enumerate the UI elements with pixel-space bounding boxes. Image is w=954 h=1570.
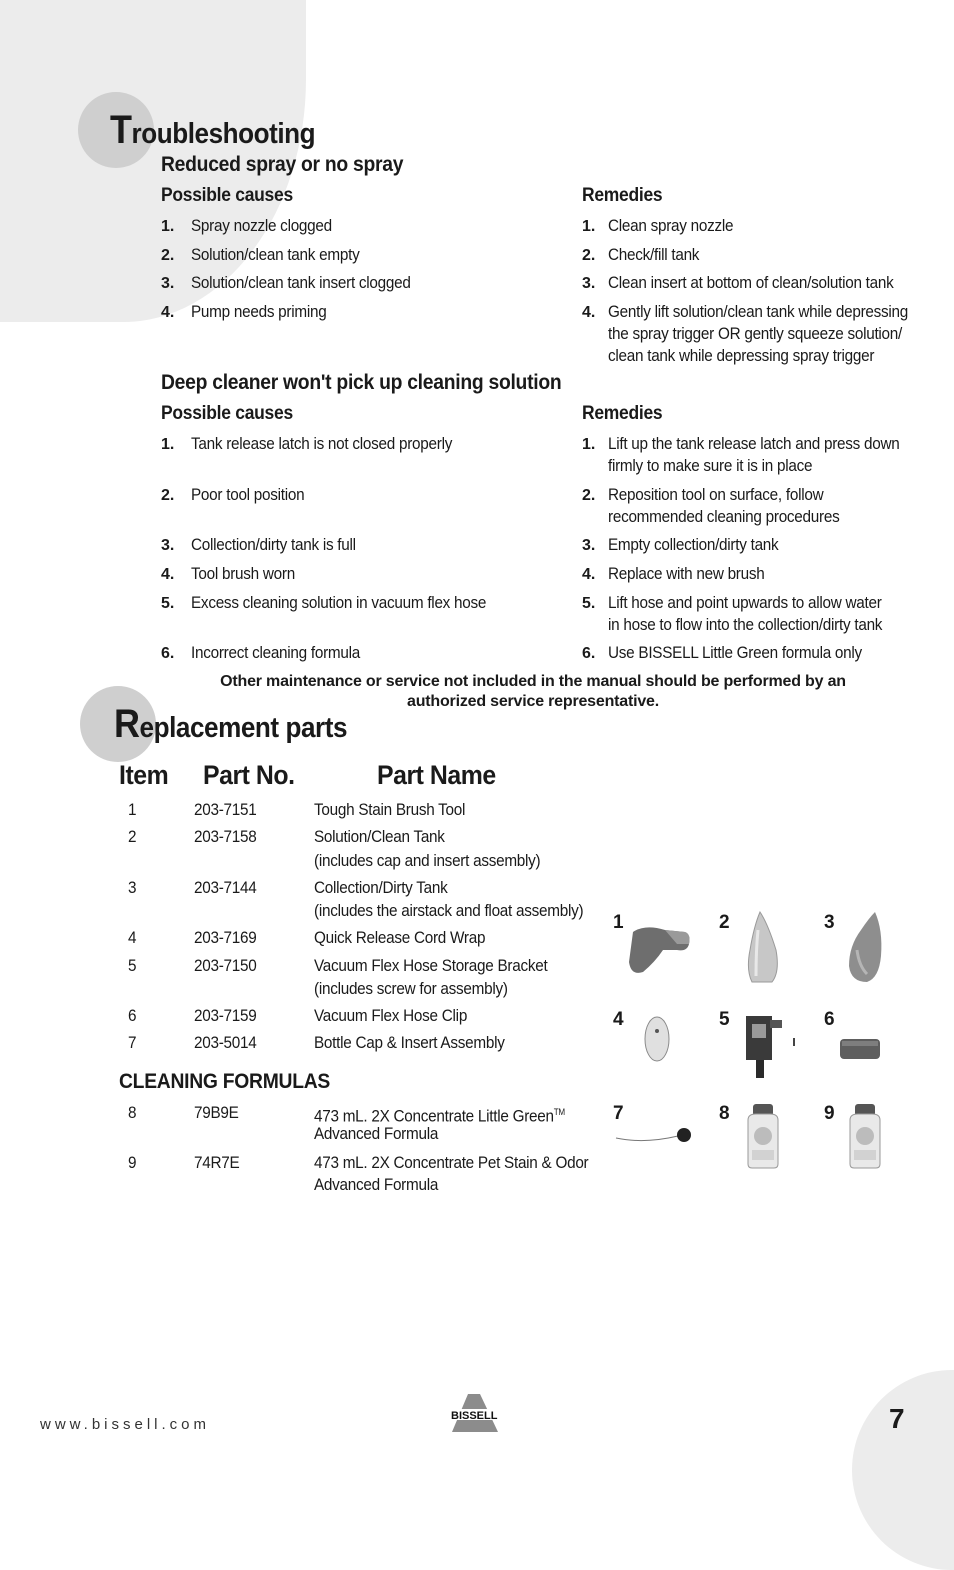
part-number: 203-7150 bbox=[194, 956, 257, 975]
part-number: 203-7169 bbox=[194, 928, 257, 947]
part-item: 6 bbox=[128, 1006, 137, 1025]
cause-number: 3. bbox=[161, 275, 175, 292]
part-name: Tough Stain Brush Tool bbox=[314, 800, 466, 819]
troubleshooting-title bbox=[110, 108, 315, 153]
title-initial: T bbox=[110, 108, 132, 152]
page-number: 7 bbox=[889, 1403, 905, 1434]
hose-clip-image bbox=[838, 1036, 882, 1062]
remedy-text: Lift up the tank release latch and press down bbox=[608, 434, 900, 453]
part-number: 203-7151 bbox=[194, 800, 257, 819]
column-header-part-no: Part No. bbox=[203, 760, 295, 790]
cause-text: Pump needs priming bbox=[191, 302, 327, 321]
cause-text: Collection/dirty tank is full bbox=[191, 535, 356, 554]
cause-text: Tool brush worn bbox=[191, 564, 295, 583]
part-name: Vacuum Flex Hose Clip bbox=[314, 1006, 468, 1025]
remedy-text: Clean spray nozzle bbox=[608, 216, 734, 235]
causes-label: Possible causes bbox=[161, 403, 293, 424]
cause-number: 2. bbox=[161, 247, 175, 264]
part-number: 203-7144 bbox=[194, 878, 257, 897]
remedies-label: Remedies bbox=[582, 403, 663, 424]
remedy-text: Clean insert at bottom of clean/solution tank bbox=[608, 273, 894, 292]
solution-tank-image bbox=[744, 910, 782, 985]
formula-name-line2: Advanced Formula bbox=[314, 1124, 439, 1143]
remedy-text: Use BISSELL Little Green formula only bbox=[608, 643, 862, 662]
cause-number: 2. bbox=[161, 487, 175, 504]
remedy-text: the spray trigger OR gently squeeze solution/ bbox=[608, 324, 903, 343]
remedy-number: 2. bbox=[582, 487, 596, 504]
cause-number: 5. bbox=[161, 595, 175, 612]
part-item: 3 bbox=[128, 878, 137, 897]
collection-tank-image bbox=[845, 910, 885, 985]
remedy-number: 4. bbox=[582, 566, 596, 583]
page-number-circle bbox=[852, 1370, 954, 1570]
cause-text: Spray nozzle clogged bbox=[191, 216, 332, 235]
cleaning-formulas-heading: CLEANING FORMULAS bbox=[119, 1070, 331, 1093]
little-green-bottle-image bbox=[744, 1102, 782, 1170]
formula-item: 9 bbox=[128, 1153, 137, 1172]
picture-label: 5 bbox=[719, 1009, 730, 1030]
problem-heading: Deep cleaner won't pick up cleaning solution bbox=[161, 371, 562, 394]
part-name: Vacuum Flex Hose Storage Bracket bbox=[314, 956, 548, 975]
remedy-text: Reposition tool on surface, follow bbox=[608, 485, 824, 504]
cause-text: Solution/clean tank insert clogged bbox=[191, 273, 411, 292]
cause-number: 6. bbox=[161, 645, 175, 662]
picture-label: 9 bbox=[824, 1103, 835, 1124]
picture-label: 8 bbox=[719, 1103, 730, 1124]
problem-heading: Reduced spray or no spray bbox=[161, 153, 404, 176]
picture-label: 7 bbox=[613, 1103, 624, 1124]
remedy-text: Replace with new brush bbox=[608, 564, 765, 583]
cause-text: Excess cleaning solution in vacuum flex hose bbox=[191, 593, 487, 612]
part-name: Solution/Clean Tank bbox=[314, 827, 445, 846]
cause-number: 1. bbox=[161, 218, 175, 235]
column-header-item: Item bbox=[119, 760, 169, 790]
part-item: 7 bbox=[128, 1033, 137, 1052]
formula-number: 74R7E bbox=[194, 1153, 240, 1172]
part-name-note: (includes the airstack and float assembly) bbox=[314, 901, 584, 920]
remedy-number: 1. bbox=[582, 218, 596, 235]
part-name-note: (includes cap and insert assembly) bbox=[314, 851, 541, 870]
logo-text: BISSELL bbox=[451, 1410, 498, 1422]
pet-stain-bottle-image bbox=[846, 1102, 884, 1170]
cause-number: 4. bbox=[161, 304, 175, 321]
picture-label: 6 bbox=[824, 1009, 835, 1030]
bottle-cap-image bbox=[614, 1124, 694, 1146]
brush-tool-image bbox=[625, 922, 695, 977]
picture-label: 2 bbox=[719, 912, 730, 933]
picture-label: 4 bbox=[613, 1009, 624, 1030]
website-url: www.bissell.com bbox=[40, 1416, 211, 1433]
remedy-number: 6. bbox=[582, 645, 596, 662]
remedy-text: recommended cleaning procedures bbox=[608, 507, 840, 526]
remedy-number: 1. bbox=[582, 436, 596, 453]
remedy-number: 4. bbox=[582, 304, 596, 321]
part-number: 203-5014 bbox=[194, 1033, 257, 1052]
cause-number: 1. bbox=[161, 436, 175, 453]
cause-text: Tank release latch is not closed properly bbox=[191, 434, 453, 453]
title-initial: R bbox=[114, 702, 140, 746]
cord-wrap-image bbox=[642, 1015, 672, 1063]
remedy-text: Lift hose and point upwards to allow water bbox=[608, 593, 882, 612]
cause-number: 4. bbox=[161, 566, 175, 583]
remedy-number: 5. bbox=[582, 595, 596, 612]
part-name: Quick Release Cord Wrap bbox=[314, 928, 486, 947]
cause-text: Incorrect cleaning formula bbox=[191, 643, 361, 662]
remedy-text: clean tank while depressing spray trigger bbox=[608, 346, 875, 365]
remedy-text: in hose to flow into the collection/dirty tank bbox=[608, 615, 883, 634]
service-note-line1: Other maintenance or service not included in the manual should be performed by an bbox=[220, 673, 846, 690]
remedy-text: Gently lift solution/clean tank while depressing bbox=[608, 302, 909, 321]
part-name: Bottle Cap & Insert Assembly bbox=[314, 1033, 505, 1052]
part-number: 203-7159 bbox=[194, 1006, 257, 1025]
hose-bracket-image bbox=[738, 1010, 800, 1082]
remedy-number: 2. bbox=[582, 247, 596, 264]
cause-text: Solution/clean tank empty bbox=[191, 245, 360, 264]
part-item: 1 bbox=[128, 800, 137, 819]
replacement-parts-title bbox=[114, 702, 347, 747]
cause-number: 3. bbox=[161, 537, 175, 554]
part-name-note: (includes screw for assembly) bbox=[314, 979, 508, 998]
remedy-number: 3. bbox=[582, 275, 596, 292]
formula-name: 473 mL. 2X Concentrate Pet Stain & Odor bbox=[314, 1153, 589, 1172]
title-rest: eplacement parts bbox=[139, 712, 348, 744]
remedy-text: Check/fill tank bbox=[608, 245, 700, 264]
formula-number: 79B9E bbox=[194, 1103, 239, 1122]
column-header-part-name: Part Name bbox=[377, 760, 496, 790]
cause-text: Poor tool position bbox=[191, 485, 305, 504]
remedy-text: Empty collection/dirty tank bbox=[608, 535, 779, 554]
title-rest: roubleshooting bbox=[131, 118, 316, 150]
formula-name-line2: Advanced Formula bbox=[314, 1175, 439, 1194]
formula-name-text: 473 mL. 2X Concentrate Little Green bbox=[314, 1106, 554, 1126]
formula-item: 8 bbox=[128, 1103, 137, 1122]
picture-label: 3 bbox=[824, 912, 835, 933]
part-name: Collection/Dirty Tank bbox=[314, 878, 448, 897]
picture-label: 1 bbox=[613, 912, 624, 933]
bissell-logo bbox=[448, 1392, 510, 1434]
trademark: TM bbox=[553, 1107, 565, 1117]
part-number: 203-7158 bbox=[194, 827, 257, 846]
part-item: 4 bbox=[128, 928, 137, 947]
causes-label: Possible causes bbox=[161, 185, 293, 206]
service-note-line2: authorized service representative. bbox=[407, 693, 659, 710]
part-item: 2 bbox=[128, 827, 137, 846]
remedy-number: 3. bbox=[582, 537, 596, 554]
remedies-label: Remedies bbox=[582, 185, 663, 206]
remedy-text: firmly to make sure it is in place bbox=[608, 456, 813, 475]
part-item: 5 bbox=[128, 956, 137, 975]
